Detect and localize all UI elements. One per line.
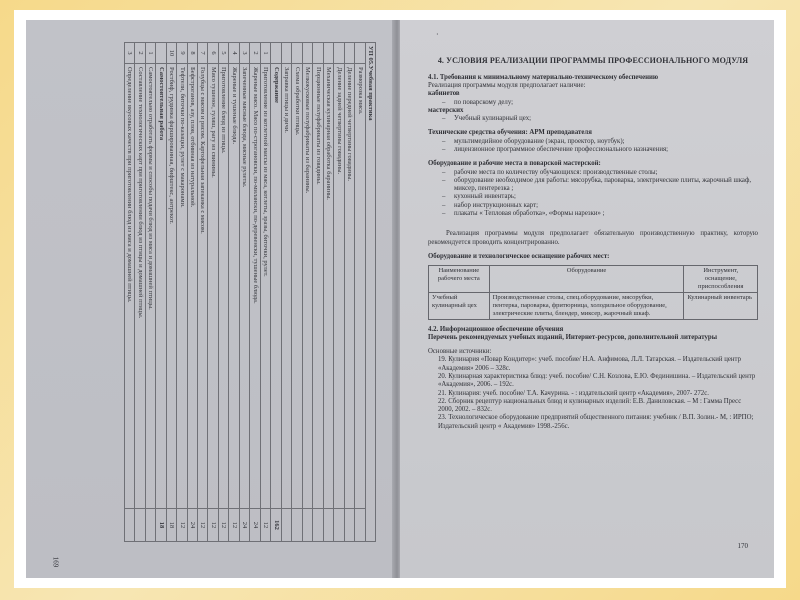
paragraph: Реализация программы модуля предполагает наличие: <box>428 82 586 90</box>
table-row: 1 Приготовление из котлетной массы из мяса, котлеты, зразы, биточки, рулет. 12 <box>260 43 270 542</box>
table-row: 8 Бефстроганов, азу, плов, отбивная из натуральной. 24 <box>187 43 197 542</box>
page-number-left: 169 <box>51 556 60 568</box>
equipment-table <box>428 265 758 320</box>
list-item: – по поварскому делу; <box>428 99 758 107</box>
list-item: – лицензионное программное обеспечение профессионального назначения; <box>428 146 758 154</box>
label-workshops: мастерских <box>428 106 464 114</box>
source-item: 23. Технологическое оборудование предприятий общественного питания: учебник / В.П. Золин.- М, : ИРПО; Издательский центр « Академия» 1998.-256с. <box>438 414 754 430</box>
table-row: 3 Запеченные мясные блюда, мясные рулеты. 24 <box>239 43 249 542</box>
table-row: 2 Жареные мясо. Мясо по-строгановски, по-милански, по-деревенски, тушеные блюда. 24 <box>250 43 260 542</box>
label-cabinets: кабинетов <box>428 90 460 98</box>
practice-table <box>124 42 376 542</box>
slide-frame <box>14 10 786 588</box>
right-page <box>400 20 774 578</box>
list-item: – оборудование необходимое для работы: мясорубка, пароварка, электрические плиты, жарочный шкаф, миксер, пентерезка ; <box>428 177 758 194</box>
source-item: 22. Сборник рецептур национальных блюд и кулинарных изделий: Е.В. Даниловская. – М : Гамма Пресс 2000, 2002. – 832с. <box>438 397 742 414</box>
list-item: – Учебный кулинарный цех; <box>428 115 758 123</box>
equipment-heading: Оборудование и рабочие места в поварской мастерской: <box>428 160 601 168</box>
table-row: 3 Определение вкусовых качеств при приготовлении блюд из мяса и домашней птицы. <box>124 43 134 542</box>
table-row: Схема обработки птицы. <box>292 43 302 542</box>
source-item: 20. Кулинарная характеристика блюд: учеб. пособие/ С.Н. Козлова, Е.Ю. Фединишина. – Издательский центр «Академия», 2006. – 192с. <box>438 373 756 389</box>
left-page <box>26 20 396 578</box>
table-row: Самостоятельная работа 18 <box>156 43 166 542</box>
table-heading: Оборудование и технологическое оснащение рабочих мест: <box>428 252 610 260</box>
page-mark: · <box>436 30 439 39</box>
table-row: 1 Самостоятельно отработать формы и способы подачи блюд из мяса и домашней птицы. <box>145 43 155 542</box>
section-title: УП 05.Учебная практика <box>365 43 375 542</box>
right-page-content <box>428 56 758 431</box>
source-item: 19. Кулинария «Повар Кондитер»: учеб. пособие/ Н.А. Анфимова, Л.Л. Татарская. – Издательский центр «Академия» 2006 – 328с. <box>438 356 741 372</box>
table-row: 4 Жареные и тушеные блюда. 12 <box>229 43 239 542</box>
table-row: Порционные полуфабрикаты из говядины. <box>313 43 323 542</box>
list-item: – кухонный инвентарь; <box>428 193 758 201</box>
table-row: 6 Мясо тушеное, гуляш, рагу из свинины. 12 <box>208 43 218 542</box>
rotated-table-wrapper <box>76 42 376 542</box>
subsection-subheading: Перечень рекомендуемых учебных изданий, Интернет-ресурсов, дополнительной литературы <box>428 333 717 341</box>
table-row: Мелкокусковые полуфабрикаты из баранины. <box>302 43 312 542</box>
table-row: Механическая кулинарная обработка баранины. <box>323 43 333 542</box>
subsection-heading: 4.2. Информационное обеспечение обучения <box>428 325 564 333</box>
subsection-heading: 4.1. Требования к минимальному материально-техническому обеспечению <box>428 73 659 81</box>
list-item: – рабочие места по количеству обучающихся: производственные столы; <box>428 169 758 177</box>
table-row: 7 Голубцы с мясом и рисом. Картофельная запеканка с мясом. 12 <box>198 43 208 542</box>
section-title: 4. УСЛОВИЯ РЕАЛИЗАЦИИ ПРОГРАММЫ ПРОФЕССИОНАЛЬНОГО МОДУЛЯ <box>437 56 749 65</box>
paragraph: Реализация программы модуля предполагает обязательную производственную практику, которую рекомендуется проводить концентрированно. <box>428 230 758 246</box>
table-row <box>365 43 375 542</box>
table-row: Заправка птицы и дичи. <box>281 43 291 542</box>
table-row: 2 Составление технологических карт при приготовлении блюд из птицы и домашней птицы. <box>135 43 145 542</box>
sources-label: Основные источники: <box>428 348 492 356</box>
table-row: 5 Приготовление блюд из птицы. 12 <box>218 43 228 542</box>
table-row: 10 Ростбиф, грудинка фаршированная, бифштекс, антрекот. 18 <box>166 43 176 542</box>
list-item: – мультимедийное оборудование (экран, проектор, ноутбук); <box>428 138 758 146</box>
list-item: – набор инструкционных карт; <box>428 202 758 210</box>
tech-heading: Технические средства обучения: АРМ преподавателя <box>428 129 592 137</box>
table-row: Разморозка мяса. <box>355 43 365 542</box>
list-item: – плакаты « Тепловая обработка», «Формы нарезки» ; <box>428 210 758 218</box>
table-row: Учебный кулинарный цех Производственные столы, спец.оборудование, мясорубки, пентерка, пароварка, фритюрница, холодильное оборудование, электрические плиты, блендер, миксер, жарочный шкаф. Кулинарный инвентарь <box>429 292 758 319</box>
table-row: 9 Тефтели, биточки по-казацки, рулет с макаронами. 12 <box>177 43 187 542</box>
book-photo <box>26 20 774 578</box>
page-number-right: 170 <box>737 542 748 550</box>
table-row: Содержание 162 <box>271 43 281 542</box>
source-item: 21. Кулинария: учеб. пособие/ Т.А. Качурина. - : издательский центр «Академия», 2007- 272с. <box>438 389 709 397</box>
table-row: Деление задней четвертины говядины. <box>334 43 344 542</box>
table-header-row: Наименование рабочего места Оборудование Инструмент, оснащение, приспособления <box>429 266 758 293</box>
table-row: Деление передней четвертины говядины. <box>344 43 354 542</box>
